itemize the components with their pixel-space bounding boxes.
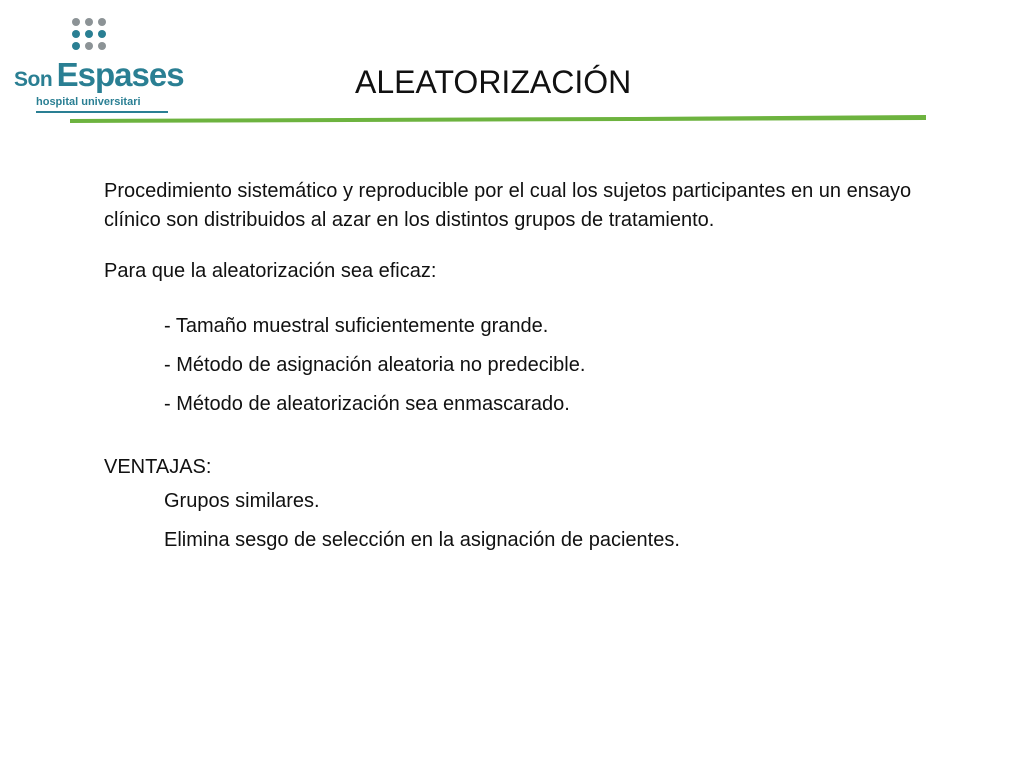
slide-title: ALEATORIZACIÓN bbox=[355, 64, 632, 100]
logo-wordmark bbox=[14, 58, 184, 91]
logo-tagline: hospital universitari bbox=[36, 96, 141, 108]
list-item: - Método de asignación aleatoria no predecible. bbox=[164, 354, 586, 376]
list-item: - Método de aleatorización sea enmascarado. bbox=[164, 393, 570, 415]
definition-paragraph: Procedimiento sistemático y reproducible por el cual los sujetos participantes en un ensayo clínico son distribuidos al azar en los distintos grupos de tratamiento. bbox=[104, 180, 912, 231]
requirements-list bbox=[104, 312, 964, 419]
logo-underline bbox=[36, 111, 168, 113]
title-divider bbox=[70, 115, 926, 125]
list-item: - Tamaño muestral suficientemente grande. bbox=[164, 315, 549, 337]
logo-dots-icon bbox=[72, 18, 122, 58]
slide-body bbox=[104, 177, 964, 565]
advantages-heading: VENTAJAS: bbox=[104, 456, 212, 478]
list-item: Grupos similares. bbox=[164, 490, 320, 512]
advantages-list bbox=[104, 487, 964, 555]
requirements-lead: Para que la aleatorización sea eficaz: bbox=[104, 260, 437, 282]
logo-name-prefix: Son bbox=[14, 68, 53, 91]
logo-name-main: Espases bbox=[56, 56, 184, 93]
list-item: Elimina sesgo de selección en la asignación de pacientes. bbox=[164, 529, 680, 551]
hospital-logo bbox=[14, 18, 184, 118]
